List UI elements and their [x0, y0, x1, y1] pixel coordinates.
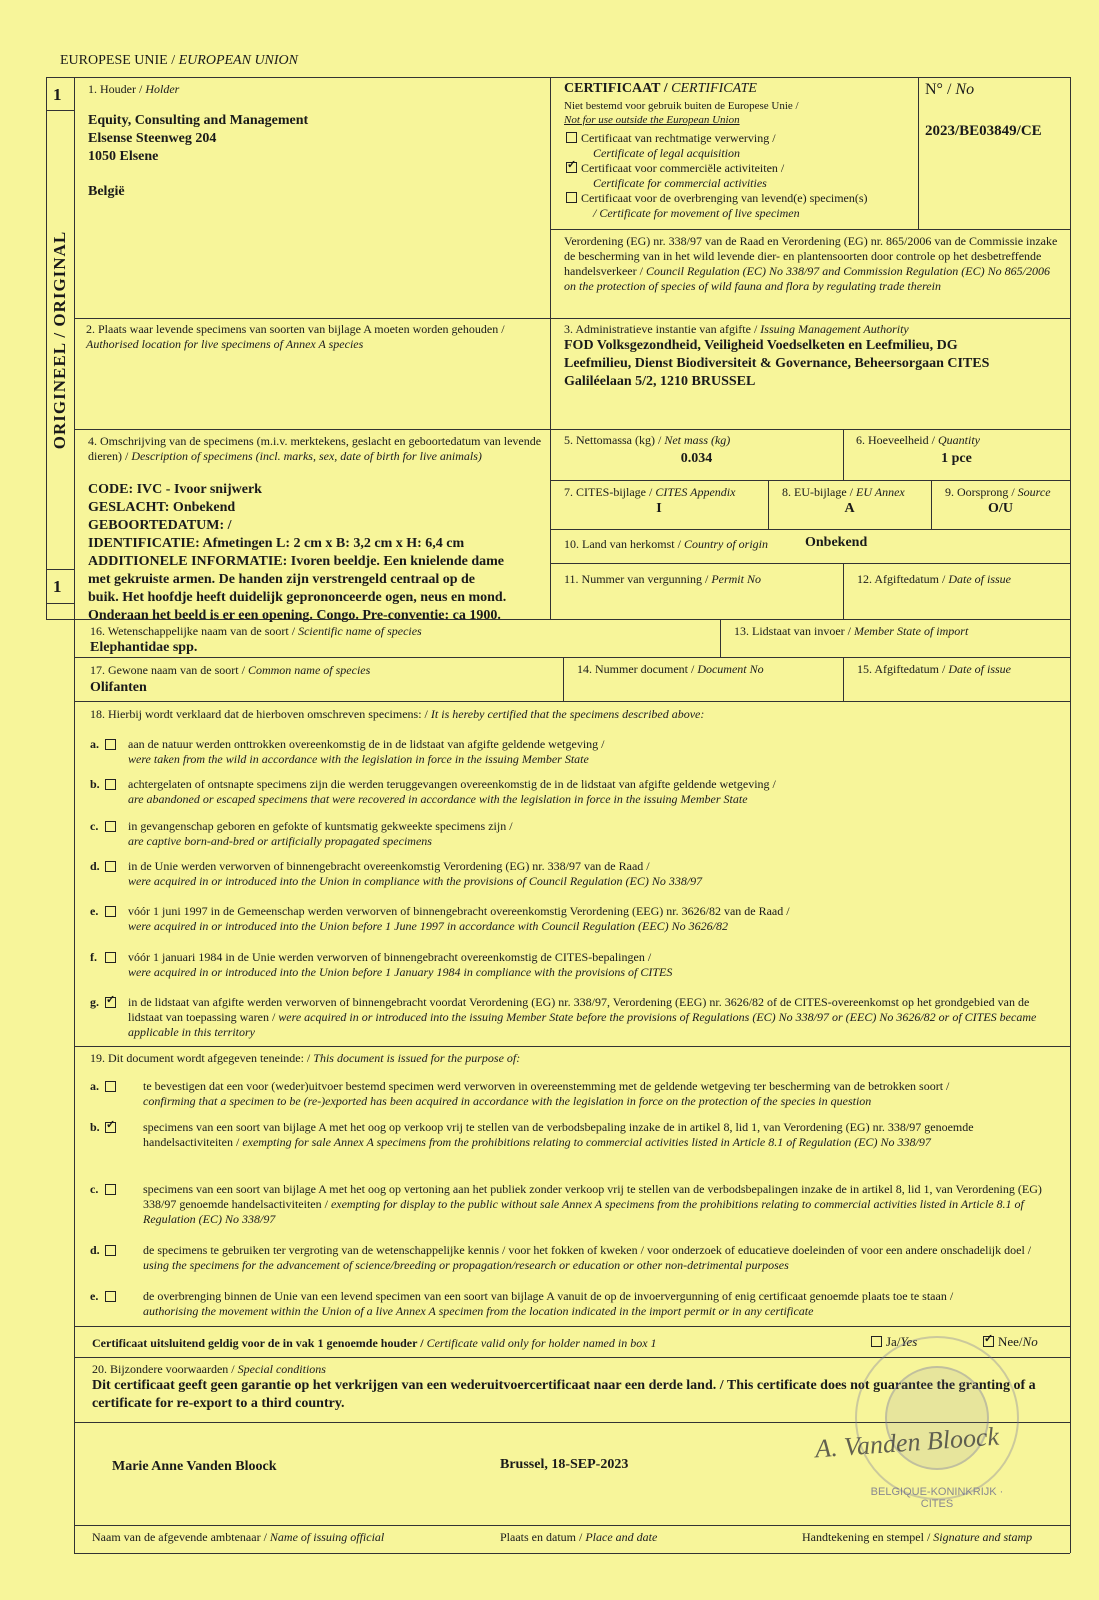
scientific-name: Elephantidae spp.: [90, 640, 198, 655]
place-date: Brussel, 18-SEP-2023: [500, 1457, 629, 1472]
not-for-use-en: Not for use outside the European Union: [564, 114, 740, 126]
box8-label: 8. EU-bijlage / EU Annex: [782, 485, 905, 499]
description-lines: CODE: IVC - Ivoor snijwerk GESLACHT: Onbekend GEBOORTEDATUM: / IDENTIFICATIE: Afmetingen L: 2 cm x B: 3,2 cm x H: 6,4 cm ADDITIONELE INFORMATIE: Ivoren beeldje. Een knielende dame met gekruiste armen. De handen zijn verstrengeld centraal op de buik. Het hoofdje heeft duidelijk geprononceerde ogen, neus en mond. Onderaan het beeld is er een opening. Congo. Pre-conventie: ca 1900.: [88, 482, 507, 623]
box1-label: 1. Houder / Holder: [88, 82, 180, 96]
option-movement-checkbox[interactable]: [566, 192, 577, 203]
box18-label: 18. Hierbij wordt verklaard dat de hierboven omschreven specimens: / It is hereby certified that the specimens described above:: [90, 707, 705, 721]
no-label: N° / No: [925, 81, 975, 98]
box18-c-checkbox[interactable]: [105, 821, 116, 832]
net-mass: 0.034: [680, 451, 713, 466]
authority-line2: Leefmilieu, Dienst Biodiversiteit & Governance, Beheersorgaan CITES: [564, 356, 990, 371]
box19-d-checkbox[interactable]: [105, 1245, 116, 1256]
holder-name: Equity, Consulting and Management: [88, 113, 309, 128]
not-for-use: Niet bestemd voor gebruik buiten de Europese Unie /: [564, 100, 799, 112]
authority-line1: FOD Volksgezondheid, Veiligheid Voedselketen en Leefmilieu, DG: [564, 338, 958, 353]
box19-label: 19. Dit document wordt afgegeven teneinde: / This document is issued for the purpose of:: [90, 1051, 521, 1065]
box3-label: 3. Administratieve instantie van afgifte / Issuing Management Authority: [564, 322, 909, 336]
box18-f-checkbox[interactable]: [105, 952, 116, 963]
cert-options: Certificaat van rechtmatige verwerving / Certificate of legal acquisition ✓Certificaat voor commerciële activiteiten / Certificate for commercial activities Certificaat voor de overbrenging van levend(e) specimen(s) / Certificate for movement of live specimen: [566, 131, 916, 221]
union-header: EUROPESE UNIE / EUROPEAN UNION: [60, 53, 299, 68]
regulation-text: Verordening (EG) nr. 338/97 van de Raad en Verordening (EG) nr. 865/2006 van de Commissie inzake de bescherming van in het wild levende dier- en plantensoorten door controle op het desbetreffende handelsverkeer / Council Regulation (EC) No 338/97 and Commission Regulation (EC) No 865/2006 on the protection of species of wild fauna and flora by regulating trade therein: [564, 234, 1058, 293]
holder-city: 1050 Elsene: [88, 149, 159, 164]
common-name: Olifanten: [90, 680, 147, 695]
box5-label: 5. Nettomassa (kg) / Net mass (kg): [564, 433, 731, 447]
option-commercial-checkbox[interactable]: [566, 162, 577, 173]
official-label: Naam van de afgevende ambtenaar / Name of issuing official: [92, 1530, 385, 1544]
option-legal-acquisition-checkbox[interactable]: [566, 132, 577, 143]
box11-label: 11. Nummer van vergunning / Permit No: [564, 572, 761, 586]
stamp-text: BELGIQUE-KONINKRIJK · CITES: [870, 1486, 1004, 1510]
box2-label: 2. Plaats waar levende specimens van soorten van bijlage A moeten worden gehouden / Authorised location for live specimens of Annex A species: [86, 322, 505, 351]
box13-label: 13. Lidstaat van invoer / Member State of import: [734, 624, 969, 638]
box12-label: 12. Afgiftedatum / Date of issue: [857, 572, 1011, 586]
box14-label: 14. Nummer document / Document No: [577, 662, 764, 676]
holder-country: België: [88, 184, 125, 199]
box19-a-checkbox[interactable]: [105, 1081, 116, 1092]
special-conditions: Dit certificaat geeft geen garantie op het verkrijgen van een wederuitvoercertificaat naar een derde land. / This certificate does not guarantee the granting of a certificate for re-export to a third country.: [92, 1378, 1036, 1411]
validity-text: Certificaat uitsluitend geldig voor de in vak 1 genoemde houder / Certificate valid only for holder named in box 1: [92, 1336, 657, 1350]
copy-number: 1: [53, 85, 62, 104]
box17-label: 17. Gewone naam van de soort / Common name of species: [90, 663, 371, 677]
validity-no-checkbox[interactable]: [983, 1336, 994, 1347]
box7-label: 7. CITES-bijlage / CITES Appendix: [564, 485, 736, 499]
validity-no: ✓ Nee/No: [983, 1334, 1038, 1349]
validity-yes-checkbox[interactable]: [871, 1336, 882, 1347]
official-name: Marie Anne Vanden Bloock: [112, 1459, 277, 1474]
eu-annex: A: [844, 501, 855, 516]
box18-d-checkbox[interactable]: [105, 861, 116, 872]
cites-appendix: I: [656, 501, 662, 516]
signature-scribble: A. Vanden Bloock: [814, 1421, 1000, 1464]
validity-yes: Ja/Yes: [871, 1334, 917, 1349]
signature-label: Handtekening en stempel / Signature and stamp: [802, 1530, 1033, 1544]
box4-label: 4. Omschrijving van de specimens (m.i.v. merktekens, geslacht en geboortedatum van levende dieren) / Description of specimens (incl. marks, sex, date of birth for live animals): [88, 434, 542, 463]
box18-e-checkbox[interactable]: [105, 906, 116, 917]
authority-line3: Galiléelaan 5/2, 1210 BRUSSEL: [564, 374, 756, 389]
source: O/U: [988, 501, 1013, 516]
box18-b-checkbox[interactable]: [105, 779, 116, 790]
box18-g-checkbox[interactable]: [105, 997, 116, 1008]
certificate-number: 2023/BE03849/CE: [925, 123, 1042, 139]
quantity: 1 pce: [941, 451, 972, 466]
box19-c-checkbox[interactable]: [105, 1184, 116, 1195]
box15-label: 15. Afgiftedatum / Date of issue: [857, 662, 1011, 676]
box6-label: 6. Hoeveelheid / Quantity: [856, 433, 980, 447]
box19-b-checkbox[interactable]: [105, 1122, 116, 1133]
copy-number-2: 1: [53, 577, 62, 596]
box10-label: 10. Land van herkomst / Country of origin: [564, 537, 768, 551]
place-date-label: Plaats en datum / Place and date: [500, 1530, 658, 1544]
box20-label: 20. Bijzondere voorwaarden / Special conditions: [92, 1362, 326, 1376]
country-of-origin: Onbekend: [805, 535, 868, 550]
box16-label: 16. Wetenschappelijke naam van de soort / Scientific name of species: [90, 624, 422, 638]
box19-e-checkbox[interactable]: [105, 1291, 116, 1302]
box18-a-checkbox[interactable]: [105, 739, 116, 750]
holder-street: Elsense Steenweg 204: [88, 131, 217, 146]
box9-label: 9. Oorsprong / Source: [945, 485, 1051, 499]
original-label: ORIGINEEL / ORIGINAL: [50, 230, 69, 450]
cert-title: CERTIFICAAT / CERTIFICATE: [564, 81, 757, 96]
